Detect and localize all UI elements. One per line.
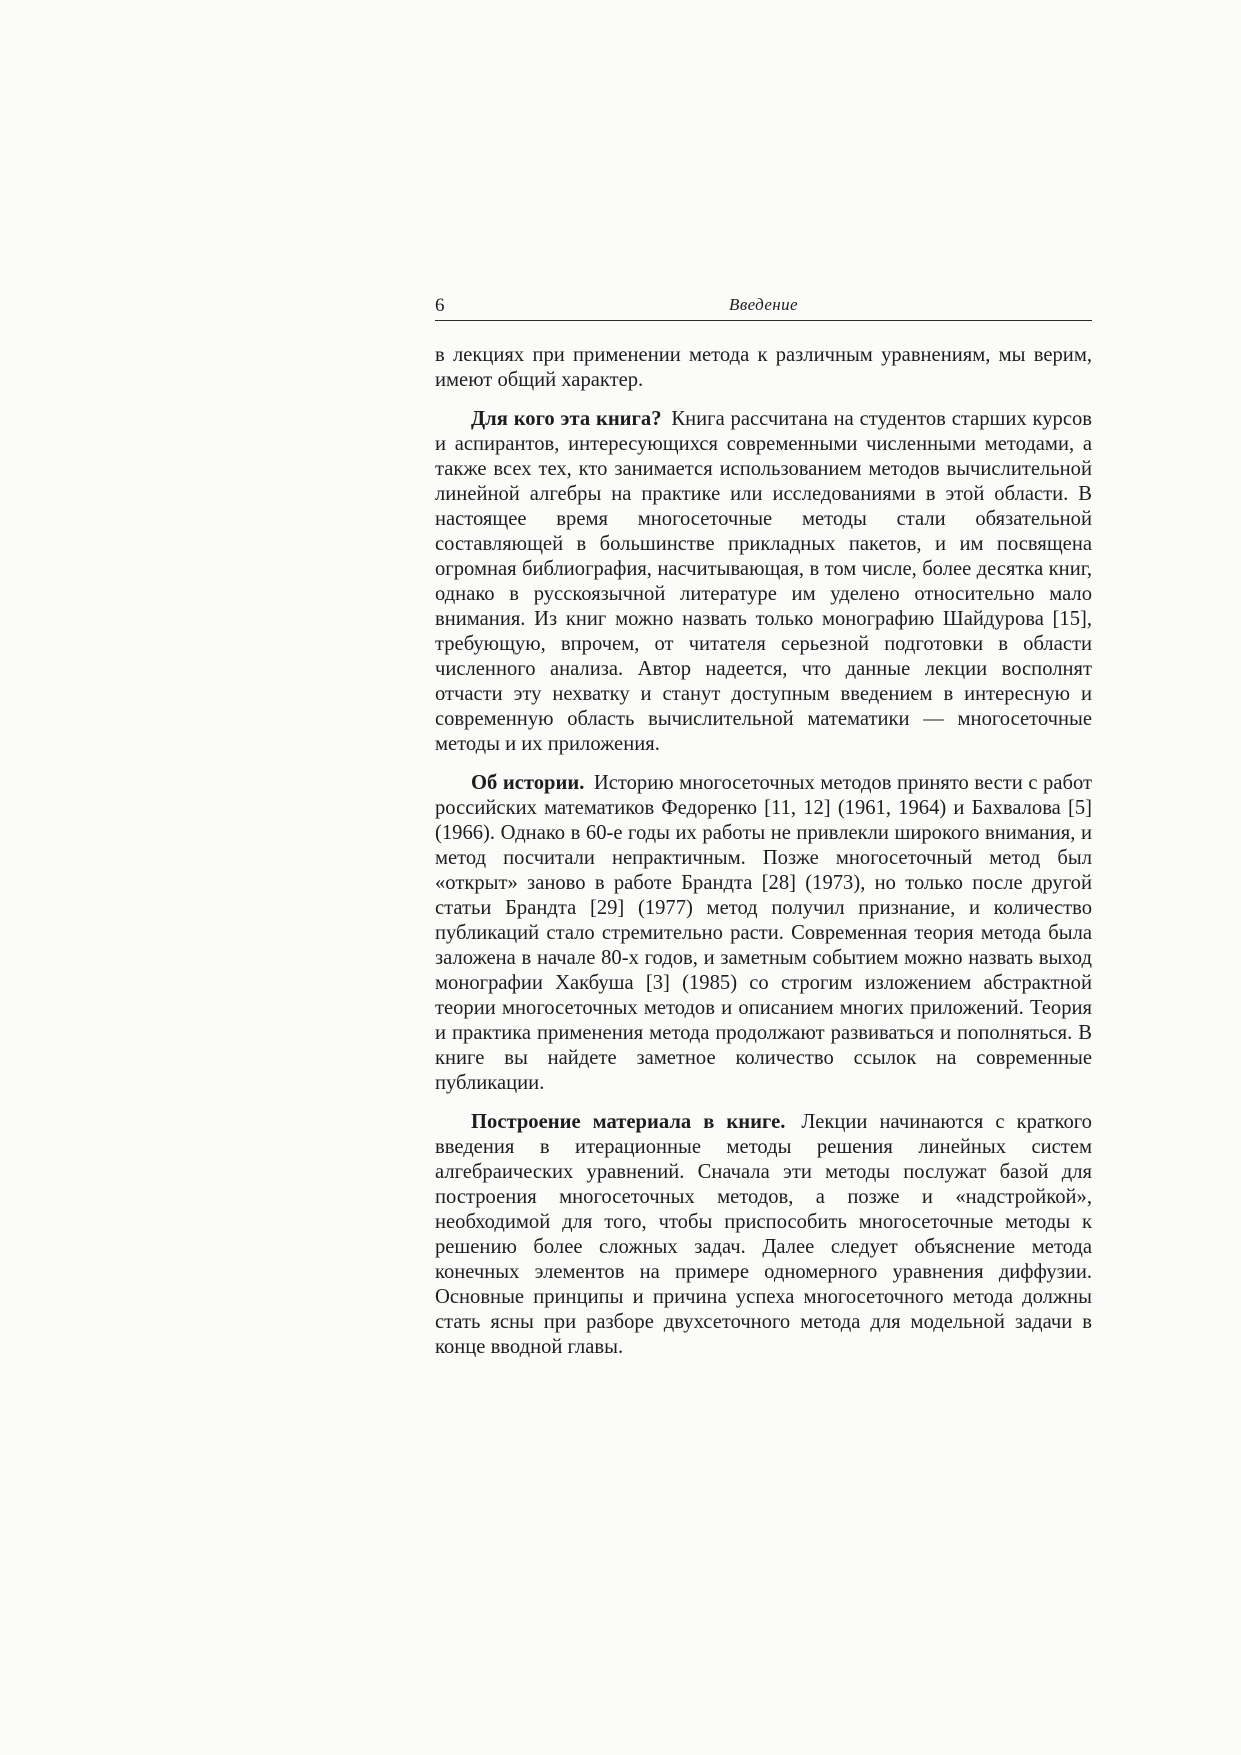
running-head	[435, 294, 1092, 321]
paragraph-text: Книга рассчитана на студентов старших курсов и аспирантов, интересующихся современными численными методами, а также всех тех, кто занимается использованием методов вычислительной линейной алгебры на практике или исследованиями в этой области. В настоящее время многосеточные методы стали обязательной составляющей в большинстве прикладных пакетов, и им посвящена огромная библиография, насчитывающая, в том числе, более десятка книг, однако в русскоязычной литературе им уделено относительно мало внимания. Из книг можно назвать только монографию Шайдурова [15], требующую, впрочем, от читателя серьезной подготовки в области численного анализа. Автор надеется, что данные лекции восполнят отчасти эту нехватку и станут доступным введением в интересную и современную область вычислительной математики — многосеточные методы и их приложения.	[435, 408, 1092, 755]
body-text	[435, 343, 1092, 1360]
paragraph-structure	[435, 1110, 1092, 1360]
paragraph-text: Лекции начинаются с краткого введения в итерационные методы решения линейных систем алгебраических уравнений. Сначала эти методы послужат базой для построения многосеточных методов, а позже и «надстройкой», необходимой для того, чтобы приспособить многосеточные методы к решению более сложных задач. Далее следует объяснение метода конечных элементов на примере одномерного уравнения диффузии. Основные принципы и причина успеха многосеточного метода должны стать ясны при разборе двухсеточного метода для модельной задачи в конце вводной главы.	[435, 1111, 1092, 1358]
page-number: 6	[435, 295, 445, 316]
paragraph-text: Историю многосеточных методов принято вести с работ российских математиков Федоренко [11, 12] (1961, 1964) и Бахвалова [5] (1966). Однако в 60-е годы их работы не привлекли широкого внимания, и метод посчитали непрактичным. Позже многосеточный метод был «открыт» заново в работе Брандта [28] (1973), но только после другой статьи Брандта [29] (1977) метод получил признание, и количество публикаций стало стремительно расти. Современная теория метода была заложена в начале 80-х годов, и заметным событием можно назвать выход монографии Хакбуша [3] (1985) со строгим изложением абстрактной теории многосеточных методов и описанием многих приложений. Теория и практика применения метода продолжают развиваться и пополняться. В книге вы найдете заметное количество ссылок на современные публикации.	[435, 772, 1092, 1094]
paragraph-heading: Для кого эта книга?	[471, 408, 662, 430]
paragraph-heading: Построение материала в книге.	[471, 1111, 786, 1133]
paragraph-text: в лекциях при применении метода к различным уравнениям, мы верим, имеют общий характер.	[435, 344, 1092, 391]
paragraph-history	[435, 771, 1092, 1096]
paragraph-heading: Об истории.	[471, 772, 585, 794]
paragraph-audience	[435, 407, 1092, 757]
section-title: Введение	[729, 295, 798, 314]
paragraph-continuation	[435, 343, 1092, 393]
